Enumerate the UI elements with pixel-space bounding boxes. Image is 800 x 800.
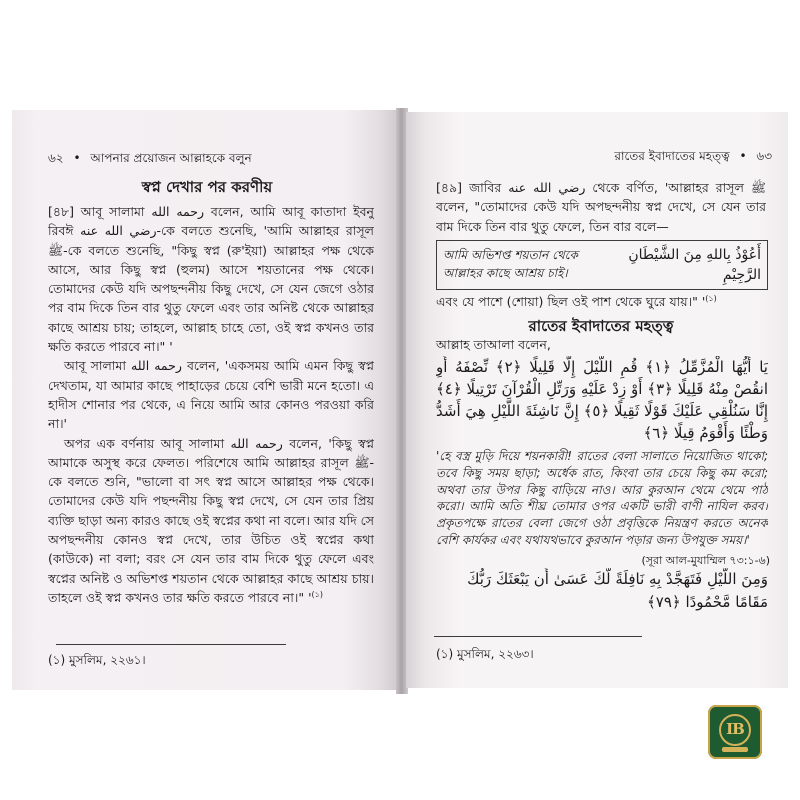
abu-salama-text: আবূ সালামা رحمه الله বলেন, 'একসময় আমি এমন কিছু স্বপ্ন দেখতাম, যা আমার কাছে পাহাড়ের চেয়ে বেশি ভারী মনে হতো। এ হাদীস শোনার পর থেকে, এ নিয়ে আমি আর কোনও পরওয়া করি না।' bbox=[48, 358, 374, 432]
quran-translation: 'হে বস্ত্র মুড়ি দিয়ে শয়নকারী! রাতের বেলা সালাতে নিয়োজিত থাকো; তবে কিছু সময় ছাড়া; অর্ধেক রাত, কিংবা তার চেয়ে কিছু কম করো; অথবা তার উপর কিছু বাড়িয়ে নাও। আর কুরআন থেমে থেমে পাঠ করো। আমি অতি শীঘ্র তোমার ওপর একটি ভারী বাণী নাযিল করব। প্রকৃতপক্ষে রাতের বেলা জেগে ওঠা প্রবৃত্তিকে নিয়ন্ত্রণ করতে অনেক বেশি কার্যকর এবং যথাযথভাবে কুরআন পড়ার জন্য উপযুক্ত সময়।' bbox=[436, 449, 768, 547]
left-head-bullet: • bbox=[73, 151, 81, 165]
right-section-title: রাতের ইবাদাতের মহত্ত্ব bbox=[528, 317, 674, 335]
left-running-title: আপনার প্রয়োজন আল্লাহকে বলুন bbox=[90, 151, 252, 165]
abu-salama-paragraph bbox=[48, 356, 374, 433]
right-footnote-rule bbox=[434, 636, 642, 637]
left-section-title: স্বপ্ন দেখার পর করণীয় bbox=[141, 178, 273, 196]
right-footnote: (১) মুসলিম, ২২৬৩। bbox=[436, 647, 534, 661]
right-running-head bbox=[614, 148, 772, 168]
left-footnote-rule bbox=[56, 644, 286, 645]
left-running-head bbox=[48, 150, 252, 170]
open-book bbox=[0, 108, 800, 694]
footnote-marker: (১) bbox=[705, 293, 717, 303]
other-narration-paragraph bbox=[48, 434, 374, 608]
surah-reference: (সূরা আল-মুযাম্মিল ৭৩:১-৬) bbox=[641, 554, 770, 567]
footnote-marker: (১) bbox=[311, 589, 323, 599]
right-page bbox=[406, 112, 788, 688]
right-running-title: রাতের ইবাদাতের মহত্ত্ব bbox=[614, 149, 730, 163]
hadith-49-ending-text: এবং যে পাশে (শোয়া) ছিল ওই পাশ থেকে ঘুরে যায়।" ' bbox=[436, 294, 706, 309]
left-footnote: (১) মুসলিম, ২২৬১। bbox=[48, 653, 146, 667]
hadith-48-text: [৪৮] আবূ সালামা رحمه الله বলেন, আমি আবূ কাতাদা ইবনু রিবঈ رضي الله عنه-কে বলতে শুনেছি, 'আমি আল্লাহর রাসূল ﷺ-কে বলতে শুনেছি, "কিছু স্বপ্ন (রু'ইয়া) আল্লাহর পক্ষ থেকে আসে, আর কিছু স্বপ্ন (হুলম) আসে শয়তানের পক্ষ থেকে। তোমাদের কেউ যদি অপছন্দনীয় কিছু দেখে, সে যেন জেগে ওঠার পর বাম দিকে তিন বার থুতু ফেলে এবং তার অনিষ্ট থেকে আল্লাহর কাছে আশ্রয় চায়; তাহলে, আল্লাহ চাহে তো, ওই স্বপ্ন কখনও তার ক্ষতি করতে পারবে না।" ' bbox=[48, 204, 374, 355]
dua-bangla-translation: আমি অভিশপ্ত শয়তান থেকে আল্লাহর কাছে আশ্রয় চাই। bbox=[443, 248, 578, 280]
left-page bbox=[12, 110, 398, 690]
quran-verses-arabic: يَا أَيُّهَا الْمُزَّمِّلُ ﴿١﴾ قُمِ اللَّيْلَ إِلَّا قَلِيلًا ﴿٢﴾ نِّصْفَهُ أَوِ انقُصْ مِنْهُ قَلِيلًا ﴿٣﴾ أَوْ زِدْ عَلَيْهِ وَرَتِّلِ الْقُرْآنَ تَرْتِيلًا ﴿٤﴾ إِنَّا سَنُلْقِي عَلَيْكَ قَوْلًا ثَقِيلًا ﴿٥﴾ إِنَّ نَاشِئَةَ اللَّيْلِ هِيَ أَشَدُّ وَطْئًا وَأَقْوَمُ قِيلًا ﴿٦﴾ bbox=[436, 358, 768, 442]
dua-arabic-text: أَعُوْذُ بِاللهِ مِنَ الشَّيْطَانِ الرَّجِيْمِ bbox=[628, 247, 761, 283]
quran-verse-79-arabic: وَمِنَ اللَّيْلِ فَتَهَجَّدْ بِهِ نَافِلَةً لَّكَ عَسَىٰ أَن يَبْعَثَكَ رَبُّكَ مَقَامًا مَّحْمُودًا ﴿٧٩﴾ bbox=[467, 570, 768, 611]
left-body-text bbox=[48, 202, 374, 630]
logo-book-base-icon bbox=[722, 747, 748, 752]
right-head-bullet: • bbox=[739, 149, 747, 163]
right-page-number: ৬৩ bbox=[756, 149, 772, 163]
hadith-48-paragraph bbox=[48, 202, 374, 356]
left-page-number: ৬২ bbox=[48, 151, 64, 165]
hadith-49-intro: [৪৯] জাবির رضي الله عنه থেকে বর্ণিত, 'আল্লাহর রাসূল ﷺ বলেন, "তোমাদের কেউ যদি অপছন্দনীয় স্বপ্ন দেখে, সে যেন তার বাম দিকে তিন বার থুতু ফেলে, তিন বার বলে— bbox=[436, 180, 766, 234]
hadith-49-ending bbox=[436, 292, 766, 312]
publisher-logo bbox=[708, 705, 762, 759]
dua-box bbox=[436, 240, 768, 290]
logo-lettering: IB bbox=[726, 720, 744, 738]
quran-intro: আল্লাহ তাআলা বলেন, bbox=[436, 337, 551, 352]
other-narration-text: অপর এক বর্ণনায় আবূ সালামা رحمه الله বলেন, 'কিছু স্বপ্ন আমাকে অসুস্থ করে ফেলত। পরিশেষে আমি আল্লাহর রাসূল ﷺ-কে বলতে শুনি, "ভালো বা সৎ স্বপ্ন আসে আল্লাহর পক্ষ থেকে। তোমাদের কেউ যদি পছন্দনীয় কিছু স্বপ্ন দেখে, সে যেন তার প্রিয় ব্যক্তি ছাড়া অন্য কারও কাছে ওই স্বপ্নের কথা না বলে। আর যদি সে অপছন্দনীয় কোনও স্বপ্ন দেখে, তার উচিত ওই স্বপ্নের কথা (কাউকে) না বলা; বরং সে যেন তার বাম দিকে থুতু ফেলে এবং স্বপ্নের অনিষ্ট ও অভিশপ্ত শয়তান থেকে আল্লাহর কাছে আশ্রয় চায়। তাহলে ওই স্বপ্ন কখনও তার ক্ষতি করতে পারবে না।" ' bbox=[48, 435, 374, 605]
